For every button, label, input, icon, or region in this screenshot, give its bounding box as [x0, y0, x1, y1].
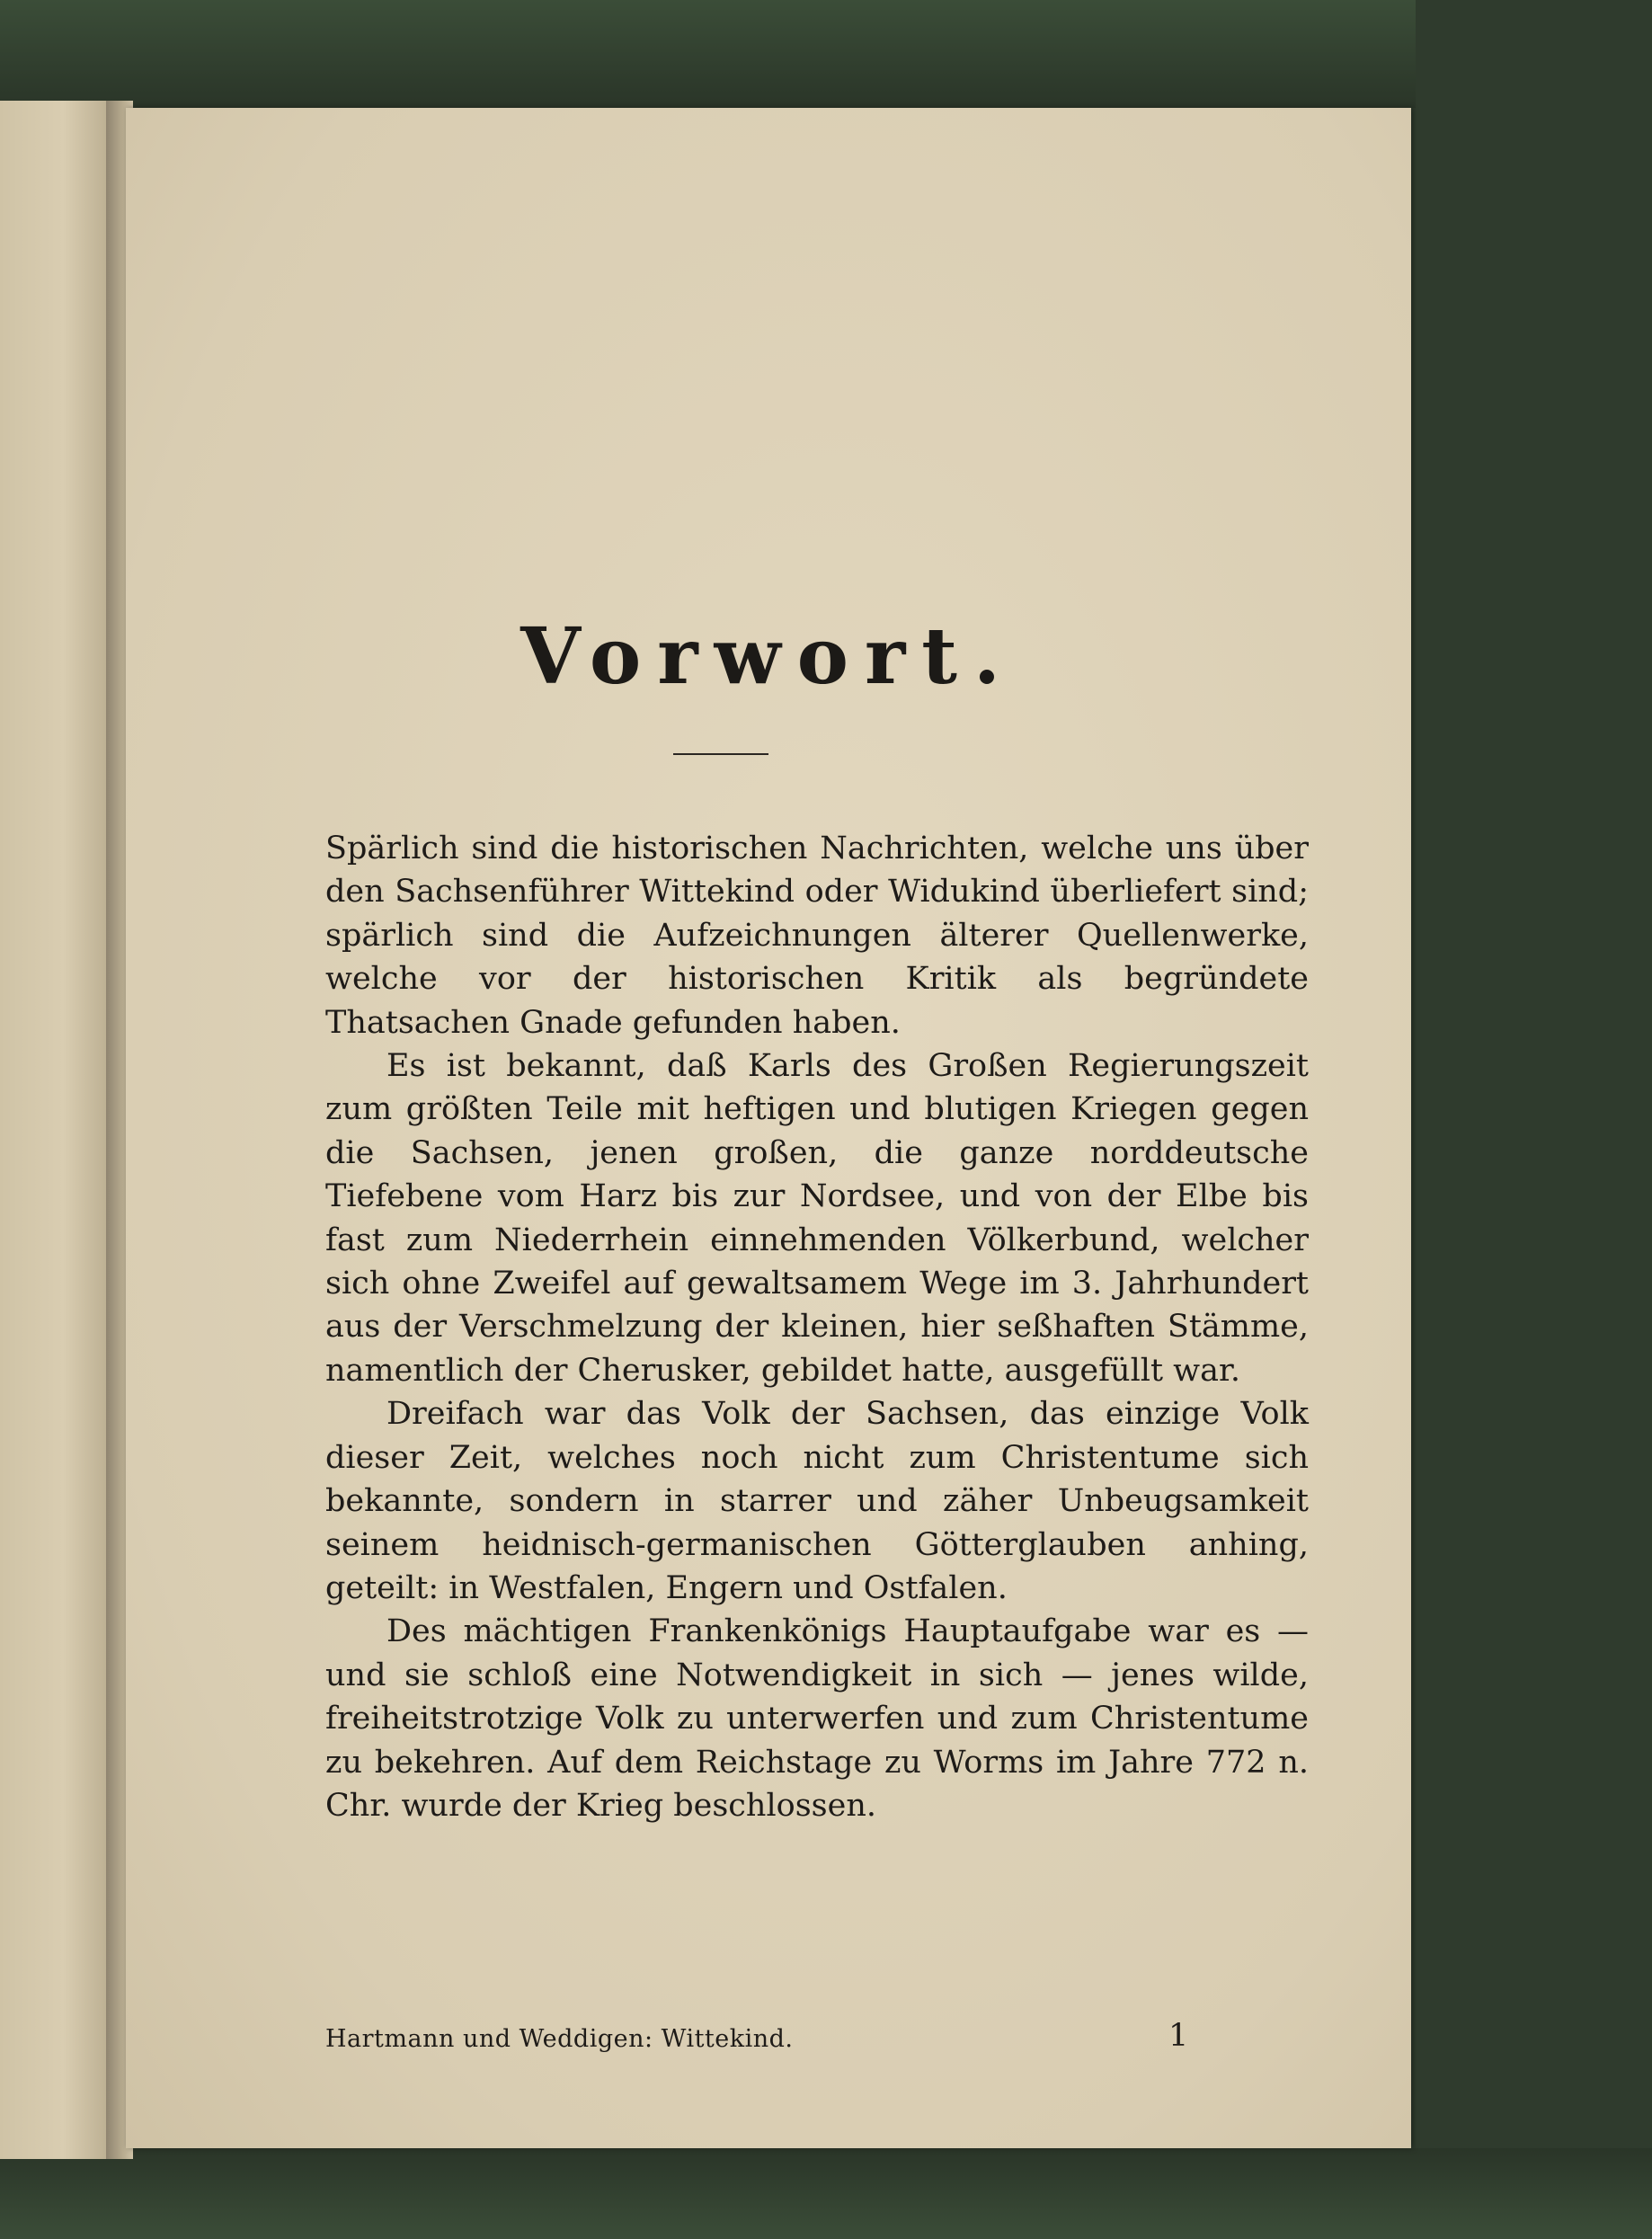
- page-title: Vorwort.: [520, 611, 1017, 702]
- paragraph-1: Spärlich sind die historischen Nachrichten, welche uns über den Sachsenführer Wittekind oder Widukind überliefert sind; spärlich sind die Aufzeichnungen älterer Quellenwerke, welche vor der historischen Kritik als begründete Thatsachen Gnade gefunden haben.: [325, 831, 1309, 1041]
- book-cover-top: [0, 0, 1652, 108]
- book-cover-bottom: [0, 2148, 1652, 2239]
- footer-credit: Hartmann und Weddigen: Wittekind.: [325, 2025, 794, 2053]
- paragraph-2: Es ist bekannt, daß Karls des Großen Regierungszeit zum größten Teile mit heftigen und blutigen Kriegen gegen die Sachsen, jenen großen, die ganze norddeutsche Tiefebene vom Harz bis zur Nordsee, und von der Elbe bis fast zum Niederrhein einnehmenden Völkerbund, welcher sich ohne Zweifel auf gewaltsamem Wege im 3. Jahrhundert aus der Verschmelzung der kleinen, hier seßhaften Stämme, namentlich der Cherusker, gebildet hatte, ausgefüllt war.: [325, 1048, 1309, 1389]
- page-footer: [325, 2018, 1309, 2054]
- paragraph-3: Dreifach war das Volk der Sachsen, das einzige Volk dieser Zeit, welches noch nicht zum Christentume sich bekannte, sondern in starrer und zäher Unbeugsamkeit seinem heidnisch-germanischen Götterglauben anhing, geteilt: in Westfalen, Engern und Ostfalen.: [325, 1396, 1309, 1606]
- book-cover-right: [1416, 0, 1652, 2239]
- body-text: [325, 827, 1309, 1827]
- book-page: [126, 108, 1411, 2148]
- paragraph-4: Des mächtigen Frankenkönigs Hauptaufgabe war es — und sie schloß eine Notwendigkeit in sich — jenes wilde, freiheitstrotzige Volk zu unterwerfen und zum Christentume zu bekehren. Auf dem Reichstage zu Worms im Jahre 772 n. Chr. wurde der Krieg beschlossen.: [325, 1613, 1309, 1824]
- title-divider: [673, 753, 768, 755]
- page-number: 1: [1168, 2018, 1189, 2054]
- left-page-edge: [0, 101, 115, 2159]
